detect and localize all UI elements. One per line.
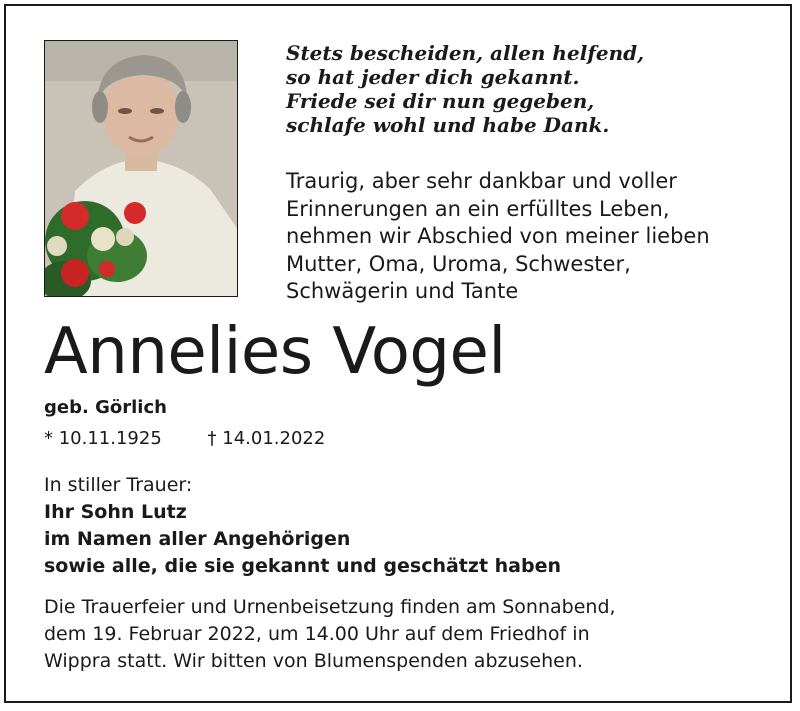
- mourners-heading: In stiller Trauer:: [44, 474, 193, 496]
- poem-line: Friede sei dir nun gegeben,: [286, 89, 595, 113]
- memorial-poem: [286, 41, 766, 137]
- death-date: † 14.01.2022: [207, 428, 326, 449]
- intro-line: Mutter, Oma, Uroma, Schwester,: [286, 251, 631, 276]
- intro-line: nehmen wir Abschied von meiner lieben: [286, 224, 710, 249]
- maiden-name: geb. Görlich: [44, 397, 167, 418]
- mourner-line: im Namen aller Angehörigen: [44, 528, 351, 550]
- mourners-block: [44, 472, 561, 580]
- intro-line: Traurig, aber sehr dankbar und voller: [286, 169, 677, 193]
- notice-line: Wippra statt. Wir bitten von Blumenspenden abzusehen.: [44, 650, 583, 672]
- birth-date: * 10.11.1925: [44, 428, 162, 449]
- notice-line: Die Trauerfeier und Urnenbeisetzung finden am Sonnabend,: [44, 596, 616, 618]
- poem-line: so hat jeder dich gekannt.: [286, 65, 580, 89]
- portrait-photo: [44, 40, 238, 297]
- poem-line: schlafe wohl und habe Dank.: [286, 113, 610, 137]
- deceased-name: Annelies Vogel: [44, 315, 506, 389]
- notice-line: dem 19. Februar 2022, um 14.00 Uhr auf dem Friedhof in: [44, 623, 590, 645]
- funeral-notice: [44, 594, 744, 675]
- intro-text: [286, 168, 756, 306]
- intro-line: Erinnerungen an ein erfülltes Leben,: [286, 196, 670, 221]
- life-dates: [44, 427, 325, 451]
- poem-line: Stets bescheiden, allen helfend,: [286, 41, 645, 65]
- mourner-line: Ihr Sohn Lutz: [44, 501, 187, 523]
- intro-line: Schwägerin und Tante: [286, 279, 519, 304]
- mourner-line: sowie alle, die sie gekannt und geschätzt haben: [44, 555, 561, 577]
